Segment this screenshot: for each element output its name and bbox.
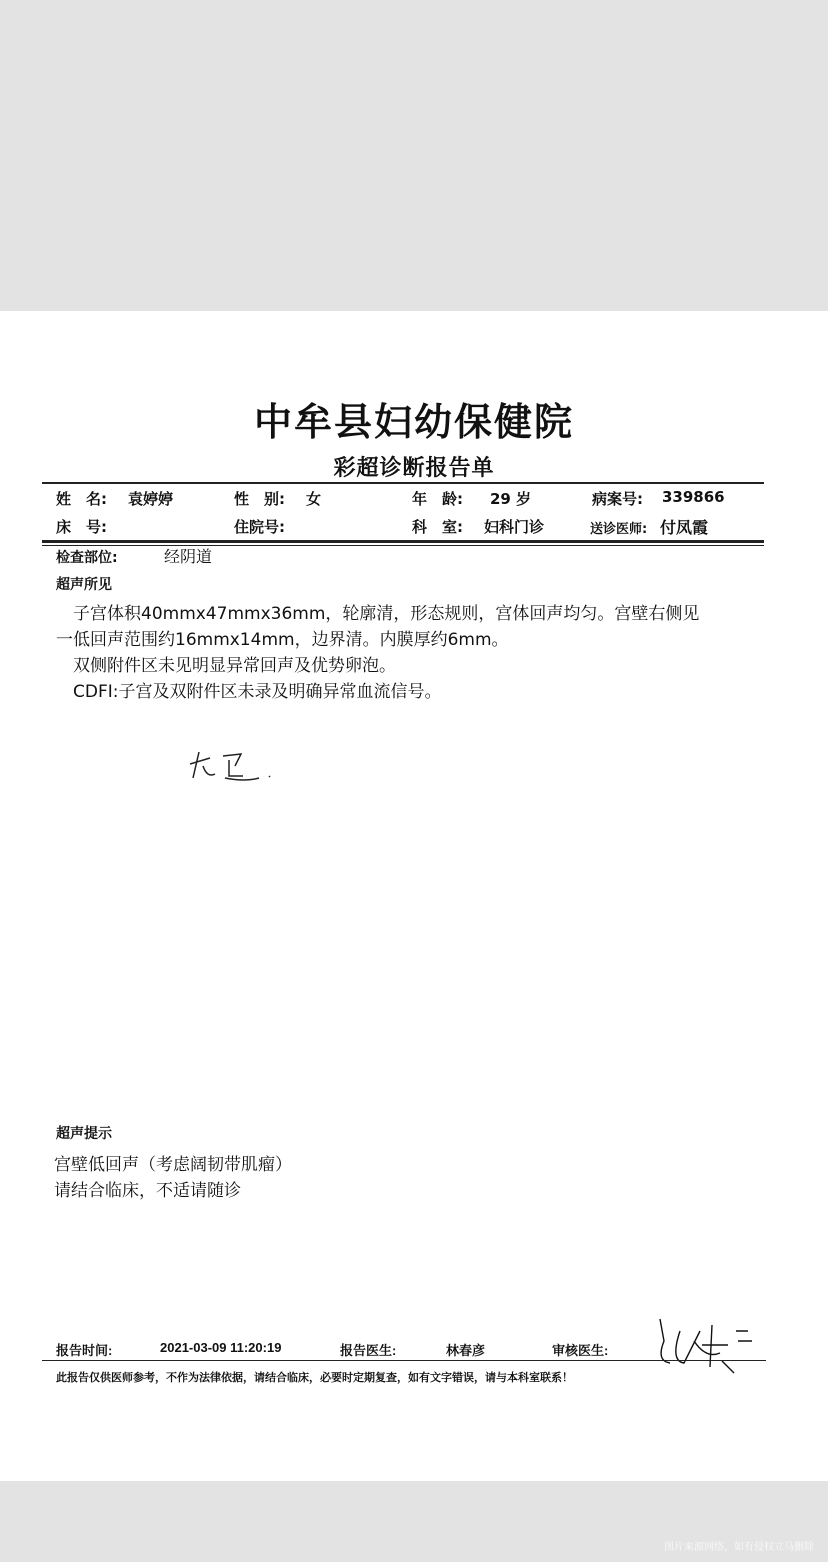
department: 妇科门诊 <box>484 518 545 536</box>
referrer-label: 送诊医师: <box>590 522 648 537</box>
findings-line: 一低回声范围约16mmx14mm，边界清。内膜厚约6mm。 <box>56 630 509 650</box>
patient-sex: 女 <box>306 490 322 508</box>
report-doctor-label: 报告医生: <box>340 1343 397 1358</box>
patient-name: 袁婷婷 <box>128 490 174 508</box>
divider <box>42 545 764 546</box>
report-doctor: 林春彦 <box>446 1343 486 1358</box>
age-label: 年 龄: <box>412 490 463 508</box>
impression-line: 宫壁低回声（考虑阔韧带肌瘤） <box>54 1155 292 1175</box>
hospital-name: 中牟县妇幼保健院 <box>253 399 574 444</box>
impression-line: 请结合临床，不适请随诊 <box>54 1181 241 1201</box>
reviewer-signature <box>650 1311 770 1381</box>
watermark: 图片来源网络，如有侵权立马删除 <box>664 1542 814 1553</box>
patient-age: 29 岁 <box>490 490 532 508</box>
exam-site-label: 检查部位: <box>56 550 118 566</box>
report-time-label: 报告时间: <box>56 1343 113 1358</box>
divider <box>42 482 764 484</box>
findings-label: 超声所见 <box>56 577 112 593</box>
bed-label: 床 号: <box>56 518 107 536</box>
referrer: 付凤霞 <box>660 518 709 537</box>
case-number: 339866 <box>662 488 725 506</box>
impression-label: 超声提示 <box>56 1126 112 1142</box>
report-paper <box>0 311 828 1481</box>
findings-line: 双侧附件区未见明显异常回声及优势卵泡。 <box>56 656 396 676</box>
divider <box>42 540 764 543</box>
name-label: 姓 名: <box>56 490 107 508</box>
disclaimer: 此报告仅供医师参考，不作为法律依据，请结合临床，必要时定期复查，如有文字错误，请与本科室联系！ <box>56 1371 573 1384</box>
findings-line: CDFI:子宫及双附件区未录及明确异常血流信号。 <box>56 682 442 702</box>
report-time: 2021-03-09 11:20:19 <box>160 1340 282 1355</box>
handwritten-signature <box>185 744 275 784</box>
reviewer-label: 审核医生: <box>552 1343 609 1358</box>
case-label: 病案号: <box>592 490 643 508</box>
report-title: 彩超诊断报告单 <box>333 455 495 481</box>
dept-label: 科 室: <box>412 518 463 536</box>
findings-line: 子宫体积40mmx47mmx36mm，轮廓清，形态规则，宫体回声均匀。宫壁右侧见 <box>56 604 700 624</box>
exam-site: 经阴道 <box>164 547 213 566</box>
sex-label: 性 别: <box>234 490 285 508</box>
admission-label: 住院号: <box>234 518 285 536</box>
divider <box>42 1360 766 1361</box>
